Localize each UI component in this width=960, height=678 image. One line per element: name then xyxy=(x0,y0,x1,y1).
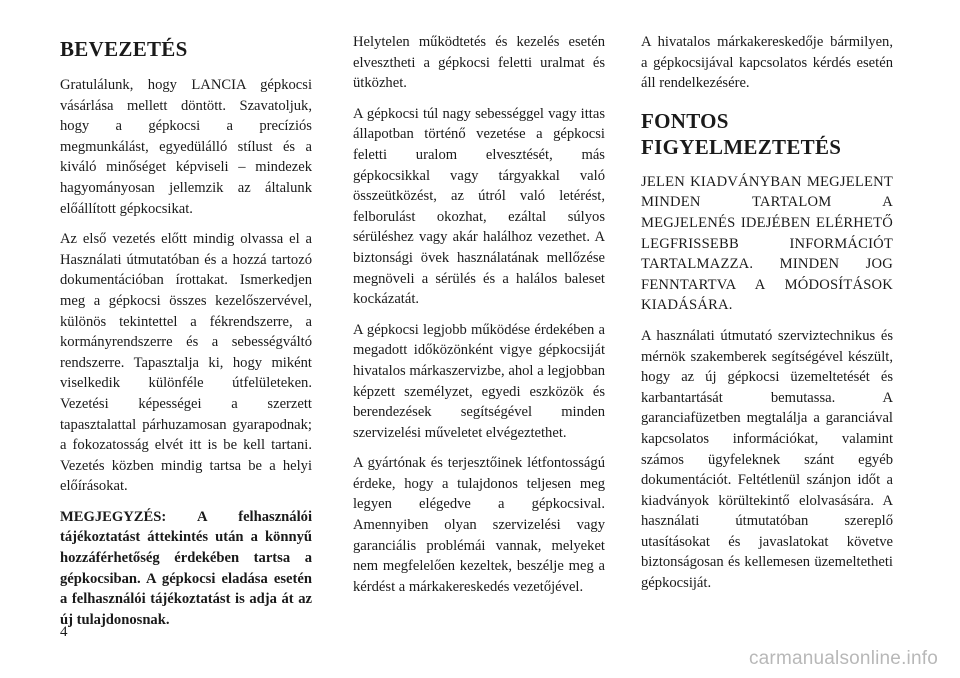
column-right xyxy=(641,32,893,604)
note-paragraph: MEGJEGYZÉS: A felhasználói tájékoztatást áttekintés után a könnyű hozzáférhetőség érdekében tartsa a gépkocsiban. A gépkocsi eladása esetén a felhasználói tájékoztatást is adja át az új tulajdonosnak. xyxy=(60,508,312,628)
section-title-warning: FONTOS FIGYELMEZTETÉS xyxy=(641,108,842,159)
paragraph-service: A gépkocsi legjobb működése érdekében a megadott időközönként vigye gépkocsiját hivatalos márkaszervizbe, ahol a legjobban képzett személyzet, egyedi eszközök és berendezések segítségével minden szervizelési műveletet elvégeztethet. xyxy=(353,321,605,441)
page-number: 4 xyxy=(60,624,68,640)
paragraph-speeding-warning: A gépkocsi túl nagy sebességgel vagy ittas állapotban történő vezetése a gépkocsi feletti uralom elvesztését, más gépkocsikkal vagy tárgyakkal való összeütközést, az útról való letérést, felborulást okozhat, ezáltal súlyos sérüléshez vagy akár halálhoz vezethet. A biztonsági övek használatának mellőzése megnöveli a sérülés és a halálos baleset kockázatát. xyxy=(353,105,605,308)
paragraph-manufacturer: A gyártónak és terjesztőinek létfontosságú érdeke, hogy a tulajdonos teljesen meg legyen elégedve a gépkocsival. Amennyiben olyan szervizelési vagy garanciális problémái vannak, melyeket nem megfelelően kezeltek, beszélje meg a kérdést a márkakereskedés vezetőjével. xyxy=(353,455,605,595)
section-title-bevezetes: BEVEZETÉS xyxy=(60,37,188,61)
paragraph-manual-info: A használati útmutató szerviztechnikus és mérnök szakemberek segítségével készült, hogy az új gépkocsi üzemeltetését és karbantartását bemutassa. A garanciafüzetben megtalálja a garanciával kapcsolatos információkat, valamint számos ügyfeleknek szánt egyéb dokumentációt. Feltétlenül szánjon időt a kiadványok körültekintő elolvasására. A használati útmutatóban szereplő utasításokat és javaslatokat követve biztonságosan és kellemesen üzemeltetheti gépkocsiját. xyxy=(641,327,893,592)
column-middle xyxy=(353,32,605,607)
watermark-text: carmanualsonline.info xyxy=(748,648,938,669)
column-left xyxy=(60,32,312,640)
caps-notice: JELEN KIADVÁNYBAN MEGJELENT MINDEN TARTALOM A MEGJELENÉS IDEJÉBEN ELÉRHETŐ LEGFRISSEBB INFORMÁCIÓT TARTALMAZZA. MINDEN JOG FENNTARTVA A MÓDOSÍTÁSOK KIADÁSÁRA. xyxy=(641,173,893,314)
paragraph-improper-operation: Helytelen működtetés és kezelés esetén elvesztheti a gépkocsi feletti uralmat és ütközhet. xyxy=(353,34,605,92)
paragraph-first-drive: Az első vezetés előtt mindig olvassa el a Használati útmutatóban és a hozzá tartozó dokumentációban írottakat. Ismerkedjen meg a gépkocsi összes kezelőszervével, különös tekintettel a fékrendszerre, a kormányrendszerre és a sebességváltó rendszerre. Tapasztalja ki, hogy miként viselkedik különféle útfelületeken. Vezetési képességei a szerzett tapasztalattal párhuzamosan gyarapodnak; a fokozatosság elvét itt is be kell tartani. Vezetés közben mindig tartsa be a helyi előírásokat. xyxy=(60,231,312,495)
paragraph-congratulations: Gratulálunk, hogy LANCIA gépkocsi vásárlása mellett döntött. Szavatoljuk, hogy a gépkocsi a precíziós megmunkálást, egyedülálló stílust és a kiváló minőséget képviseli – mindezek hagyományosan jellemzik az általunk előállított gépkocsikat. xyxy=(60,77,312,217)
paragraph-dealer: A hivatalos márkakereskedője bármilyen, a gépkocsijával kapcsolatos kérdés esetén áll rendelkezésére. xyxy=(641,34,893,92)
